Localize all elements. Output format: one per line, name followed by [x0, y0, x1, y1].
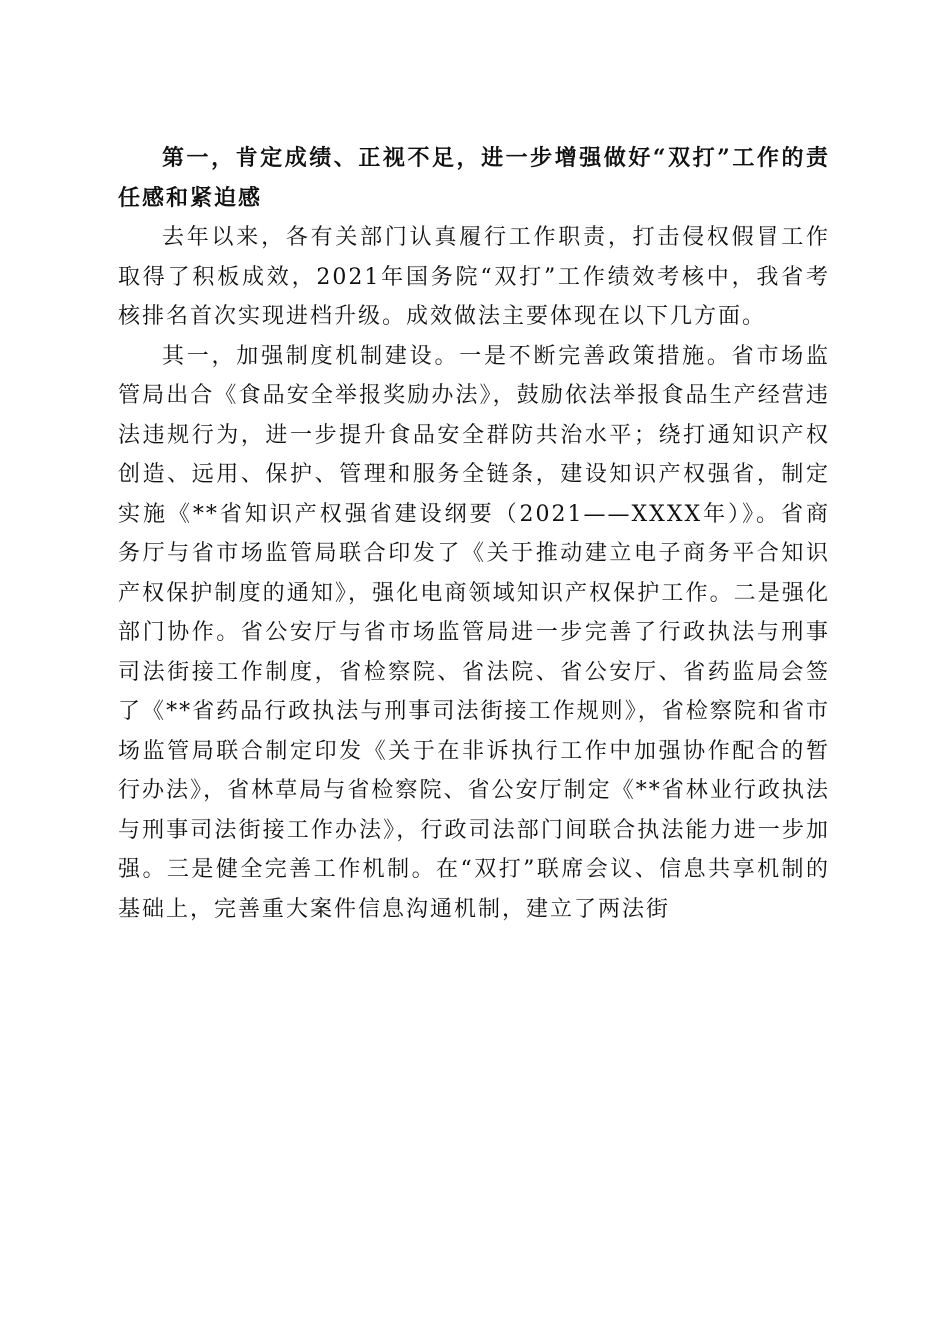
- paragraph: 其一，加强制度机制建设。一是不断完善政策措施。省市场监管局出合《食品安全举报奖励办法》，鼓励依法举报食品生产经营违法违规行为，进一步提升食品安全群防共治水平；绕打通知识产权创造、远用、保护、管理和服务全链条，建设知识产权强省，制定实施《**省知识产权强省建设纲要（2021——XXXX年）》。省商务厅与省市场监管局联合印发了《关于推动建立电子商务平合知识产权保护制度的通知》，强化电商领域知识产权保护工作。二是强化部门协作。省公安厅与省市场监管局进一步完善了行政执法与刑事司法街接工作制度，省检察院、省法院、省公安厅、省药监局会签了《**省药品行政执法与刑事司法街接工作规则》，省检察院和省市场监管局联合制定印发《关于在非诉执行工作中加强协作配合的暂行办法》，省林草局与省检察院、省公安厅制定《**省林业行政执法与刑事司法街接工作办法》，行政司法部门间联合执法能力进一步加强。三是健全完善工作机制。在“双打”联席会议、信息共享机制的基础上，完善重大案件信息沟通机制，建立了两法街: [118, 343, 830, 922]
- paragraph: 去年以来，各有关部门认真履行工作职责，打击侵权假冒工作取得了积板成效，2021年国务院“双打”工作绩效考核中，我省考核排名首次实现进档升级。成效做法主要体现在以下几方面。: [118, 225, 830, 329]
- document-body: [118, 139, 830, 929]
- section-heading: 第一，肯定成绩、正视不足，进一步增强做好“双打”工作的责任感和紧迫感: [118, 145, 830, 211]
